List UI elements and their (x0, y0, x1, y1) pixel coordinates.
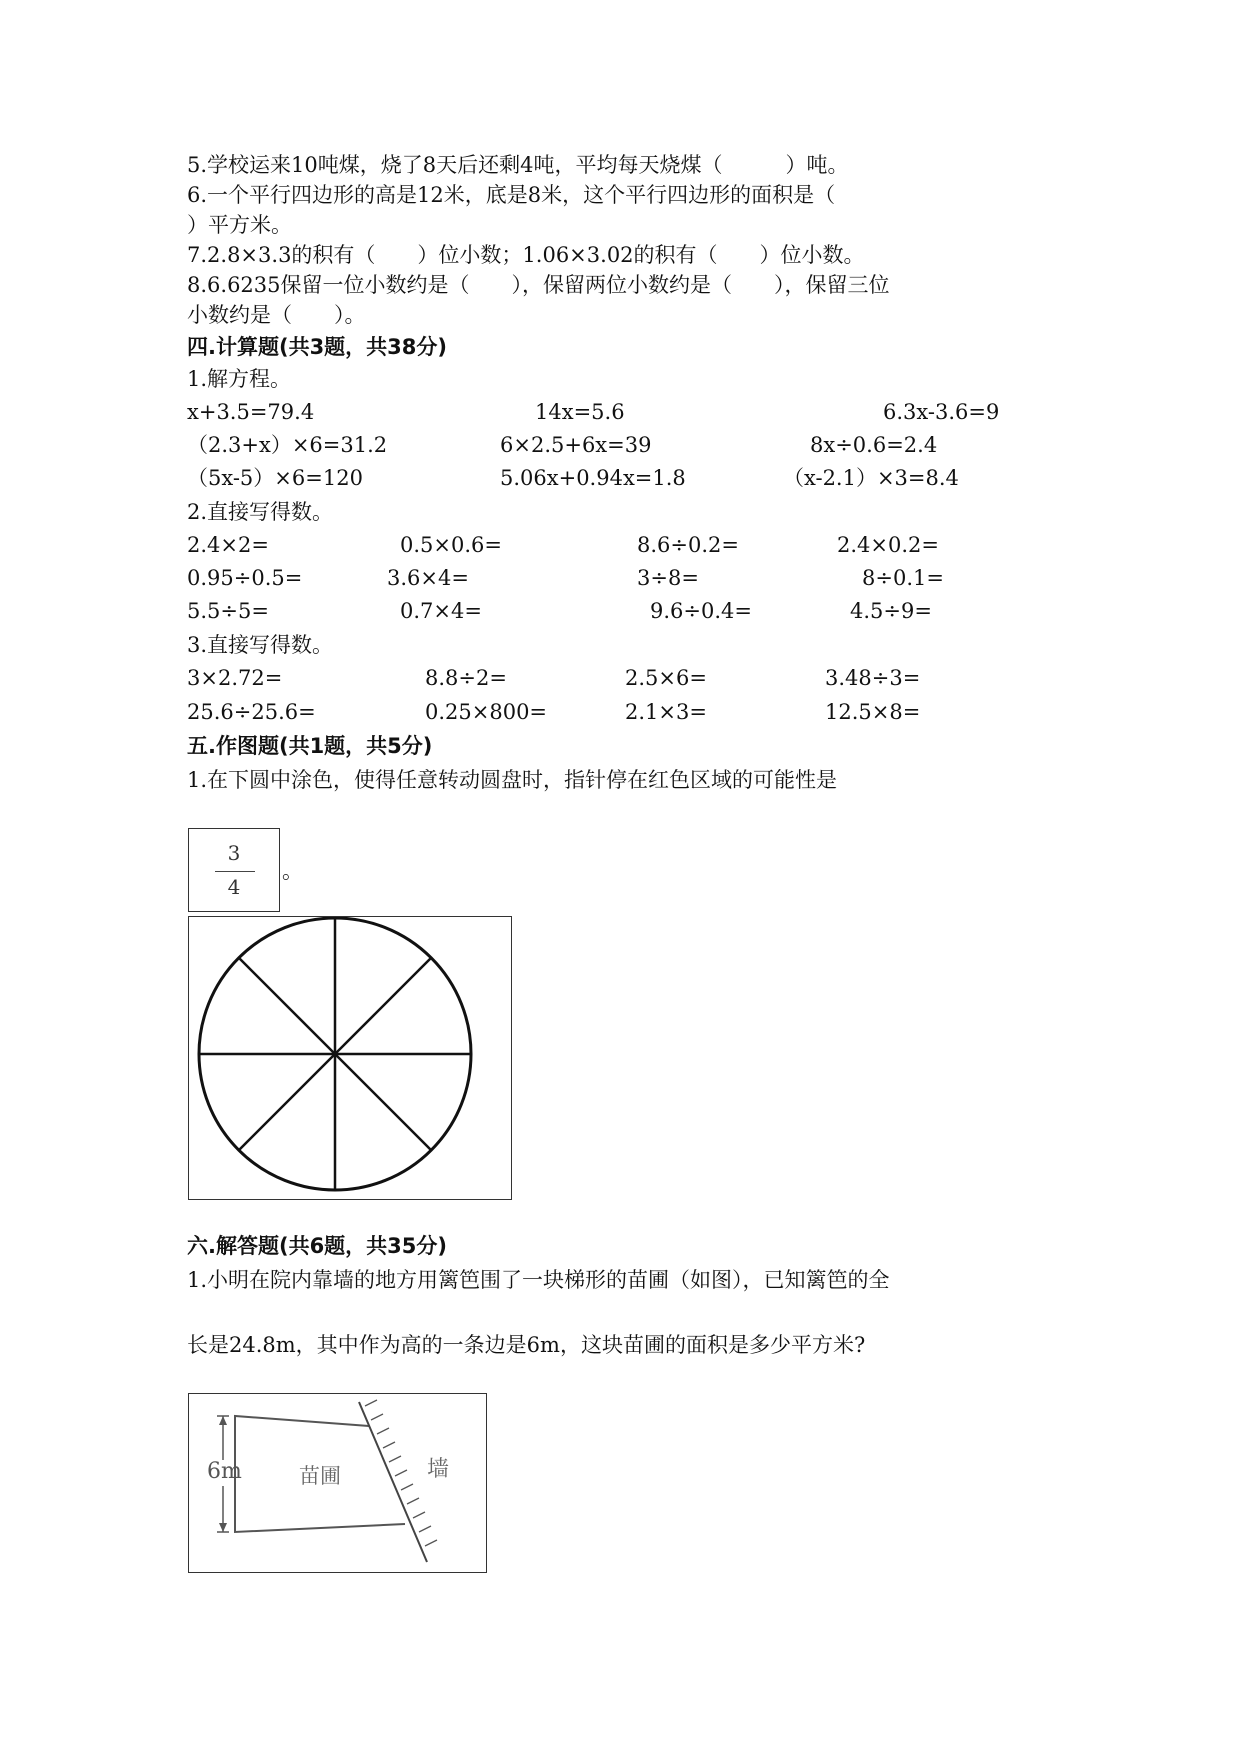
fraction-bar (215, 871, 255, 872)
calc-item: 2.5×6= (625, 666, 707, 690)
fraction-period: 。 (282, 859, 303, 883)
calc-item: 0.25×800= (425, 700, 548, 724)
question-8-line2: 小数约是（ ）。 (187, 303, 366, 327)
section-4-q3-title: 3.直接写得数。 (187, 633, 334, 657)
wall-line (359, 1402, 427, 1562)
calc-item: 2.1×3= (625, 700, 707, 724)
calc-item: 0.5×0.6= (400, 533, 502, 557)
calc-item: 0.7×4= (400, 599, 482, 623)
equation: 6×2.5+6x=39 (500, 433, 652, 457)
calc-item: 5.5÷5= (187, 599, 269, 623)
section-5-heading: 五.作图题(共1题，共5分) (187, 734, 433, 758)
calc-item: 3.48÷3= (825, 666, 921, 690)
question-8-line1: 8.6.6235保留一位小数约是（ ），保留两位小数约是（ ），保留三位 (187, 273, 890, 297)
fraction-denominator: 4 (227, 875, 241, 899)
calc-item: 3÷8= (637, 566, 699, 590)
section-6-q1-line2: 长是24.8m，其中作为高的一条边是6m，这块苗圃的面积是多少平方米? (187, 1333, 866, 1357)
calc-item: 8.8÷2= (425, 666, 507, 690)
calc-item: 2.4×0.2= (837, 533, 939, 557)
arrow-down (219, 1523, 227, 1532)
circle-figure-frame (188, 916, 512, 1200)
section-4-q2-title: 2.直接写得数。 (187, 500, 334, 524)
equation: （2.3+x）×6=31.2 (187, 433, 388, 457)
equation: 8x÷0.6=2.4 (810, 433, 938, 457)
section-4-heading: 四.计算题(共3题，共38分) (187, 335, 448, 359)
calc-item: 8÷0.1= (862, 566, 944, 590)
fraction-box (188, 828, 280, 912)
height-label: 6m (207, 1459, 242, 1484)
arrow-up (219, 1416, 227, 1425)
question-7: 7.2.8×3.3的积有（ ）位小数；1.06×3.02的积有（ ）位小数。 (187, 243, 865, 267)
calc-item: 3.6×4= (387, 566, 469, 590)
section-4-q1-title: 1.解方程。 (187, 367, 292, 391)
section-6-heading: 六.解答题(共6题，共35分) (187, 1234, 448, 1258)
calc-item: 12.5×8= (825, 700, 921, 724)
fraction-numerator: 3 (227, 841, 241, 865)
wall-label: 墙 (427, 1457, 450, 1482)
trapezoid-figure-frame (188, 1393, 487, 1573)
calc-item: 4.5÷9= (850, 599, 932, 623)
calc-item: 0.95÷0.5= (187, 566, 303, 590)
calc-item: 3×2.72= (187, 666, 283, 690)
section-6-q1-line1: 1.小明在院内靠墙的地方用篱笆围了一块梯形的苗圃（如图），已知篱笆的全 (187, 1268, 890, 1292)
equation: （x-2.1）×3=8.4 (783, 466, 959, 490)
question-6-line1: 6.一个平行四边形的高是12米，底是8米，这个平行四边形的面积是（ (187, 183, 836, 207)
question-6-line2: ）平方米。 (187, 213, 292, 237)
calc-item: 9.6÷0.4= (650, 599, 752, 623)
calc-item: 8.6÷0.2= (637, 533, 739, 557)
calc-item: 2.4×2= (187, 533, 269, 557)
section-5-q1-text: 1.在下圆中涂色，使得任意转动圆盘时，指针停在红色区域的可能性是 (187, 768, 838, 792)
equation: （5x-5）×6=120 (187, 466, 363, 490)
calc-item: 25.6÷25.6= (187, 700, 316, 724)
equation: 14x=5.6 (535, 400, 625, 424)
equation: x+3.5=79.4 (187, 400, 315, 424)
garden-label: 苗圃 (299, 1464, 341, 1488)
spinner-circle (189, 917, 510, 1198)
equation: 6.3x-3.6=9 (883, 400, 1000, 424)
equation: 5.06x+0.94x=1.8 (500, 466, 686, 490)
question-5: 5.学校运来10吨煤，烧了8天后还剩4吨，平均每天烧煤（ ）吨。 (187, 153, 849, 177)
